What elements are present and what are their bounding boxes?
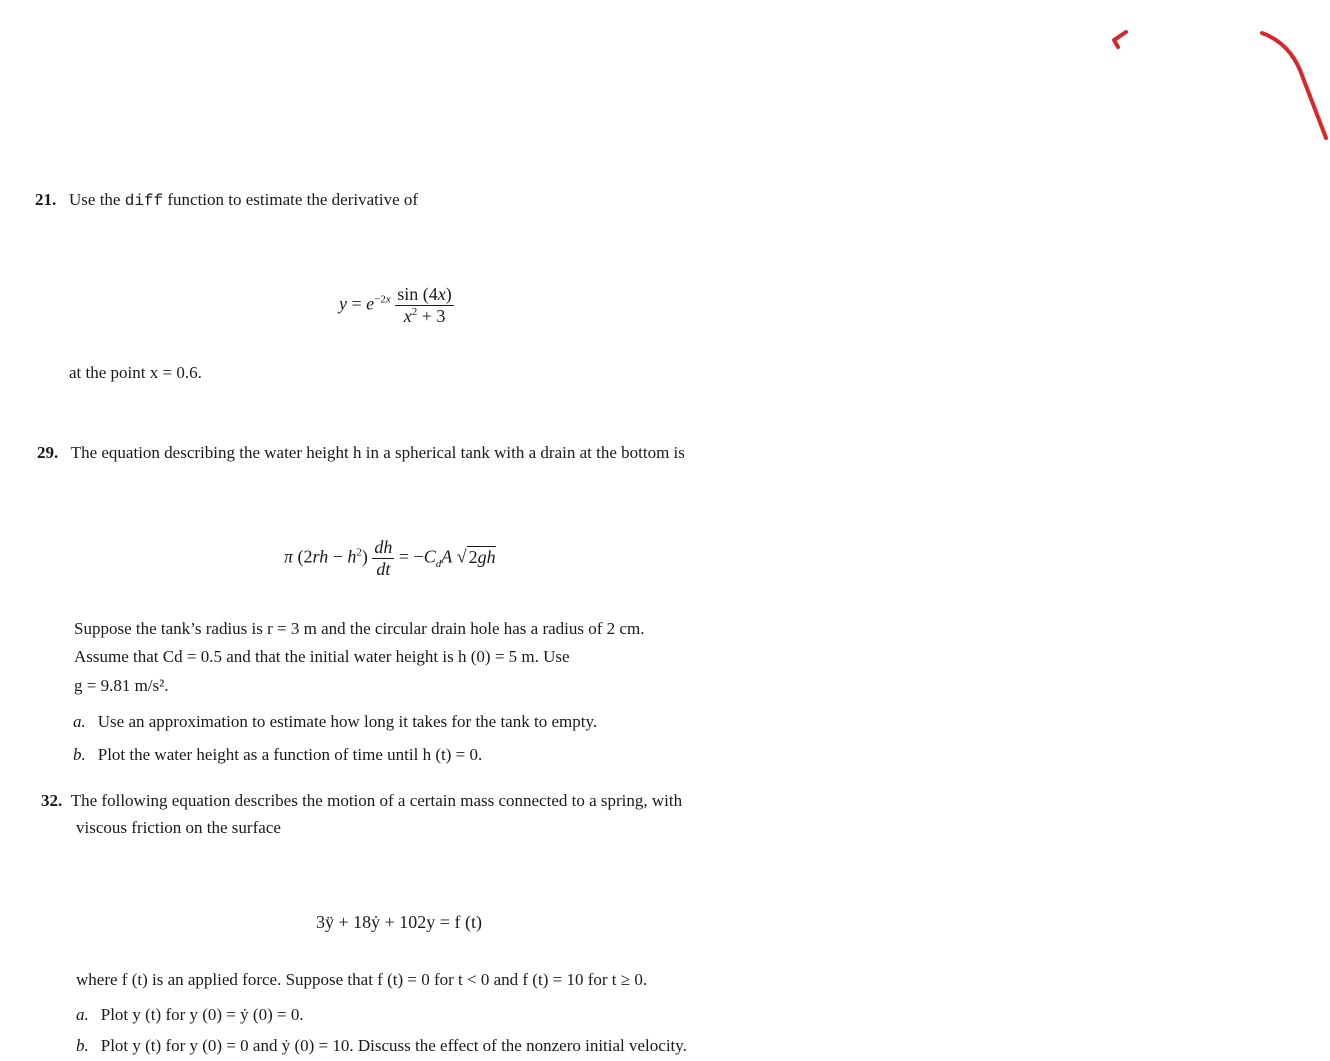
problem-29-line-1: Suppose the tank’s radius is r = 3 m and the circular drain hole has a radius of 2 cm. <box>74 619 645 638</box>
problem-29-intro <box>37 443 685 463</box>
intro-text: function to estimate the derivative of <box>167 190 419 209</box>
problem-number: 29. <box>37 443 59 462</box>
problem-number: 32. <box>41 791 63 810</box>
part-label: b. <box>73 745 86 764</box>
problem-number: 21. <box>35 190 57 209</box>
problem-21-intro <box>35 190 418 210</box>
problem-32-intro <box>41 791 682 811</box>
part-text: Plot y (t) for y (0) = ẏ (0) = 0. <box>100 1005 304 1024</box>
code-keyword: diff <box>124 192 164 210</box>
equation-21: $y = e^{-2x}$ $\frac{\sin (4x)}{x^2 + 3}$ <box>339 284 452 326</box>
problem-29-line-2: Assume that Cd = 0.5 and that the initial water height is h (0) = 5 m. Use <box>74 647 570 666</box>
part-label: a. <box>73 712 86 731</box>
annotation-mark-left <box>1114 32 1126 47</box>
annotation-marks <box>0 0 1330 160</box>
part-text: Use an approximation to estimate how long it takes for the tank to empty. <box>97 712 598 731</box>
problem-32-part-a <box>76 1005 304 1025</box>
problem-32-line-2: viscous friction on the surface <box>76 818 281 837</box>
intro-text: The equation describing the water height h in a spherical tank with a drain at the bottom is <box>70 443 685 462</box>
problem-32-part-b <box>76 1036 687 1056</box>
problem-29-part-a <box>73 712 597 732</box>
intro-text: The following equation describes the motion of a certain mass connected to a spring, with <box>70 791 683 810</box>
problem-32-where: where f (t) is an applied force. Suppose that f (t) = 0 for t < 0 and f (t) = 10 for t ≥ 0. <box>76 970 648 989</box>
equation-29: π $(2rh - h^2)$ $\frac{dh}{dt}$ = $-C_dA$ √ 2gh <box>284 537 496 579</box>
part-text: Plot the water height as a function of time until h (t) = 0. <box>97 745 483 764</box>
part-label: b. <box>76 1036 89 1055</box>
intro-text: Use the <box>69 190 121 209</box>
part-label: a. <box>76 1005 89 1024</box>
problem-29-part-b <box>73 745 482 765</box>
annotation-mark-right <box>1262 33 1326 138</box>
equation-32: 3ÿ + 18ẏ + 102y = f (t) <box>316 912 482 932</box>
at-point-text: at the point x = 0.6. <box>69 363 202 382</box>
problem-29-line-3: g = 9.81 m/s². <box>74 676 169 695</box>
part-text: Plot y (t) for y (0) = 0 and ẏ (0) = 10. Discuss the effect of the nonzero initial velocity. <box>100 1036 687 1055</box>
